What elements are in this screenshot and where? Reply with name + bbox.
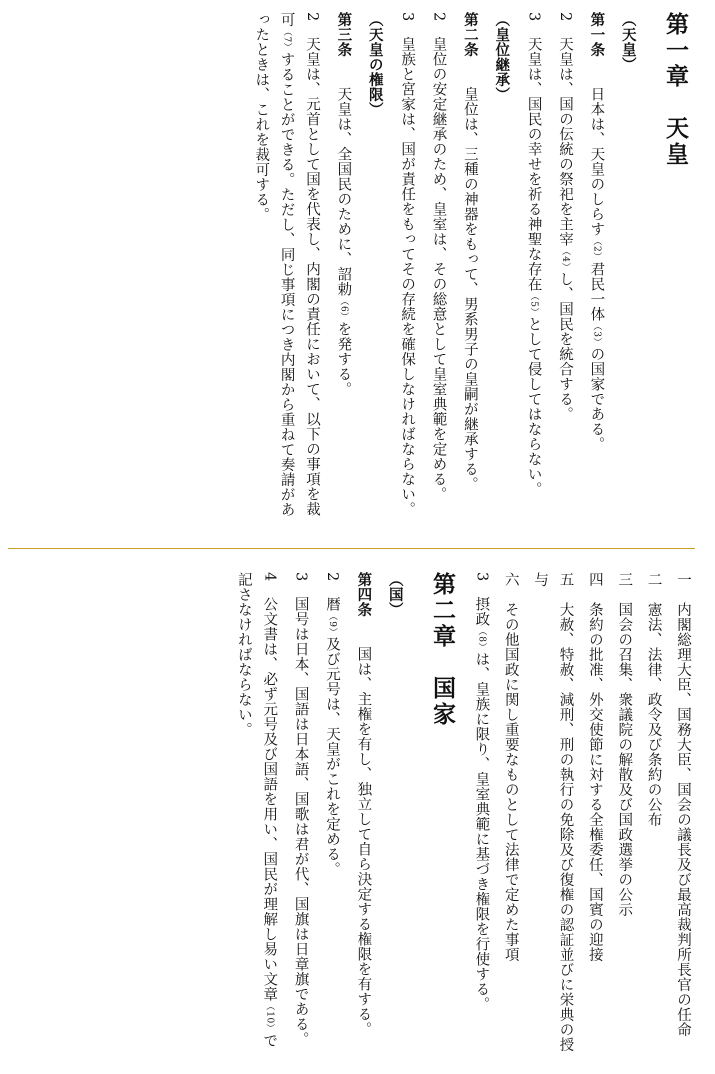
item-number: 六 xyxy=(502,572,519,587)
section-heading-kokka: （国） xyxy=(386,572,404,617)
list-item xyxy=(527,572,578,1062)
footnote-3: （3） xyxy=(591,321,602,347)
chapter-1-title: 第一章 天皇 xyxy=(662,12,689,168)
paragraph-number: 2 xyxy=(304,12,320,22)
footnote-2: （2） xyxy=(591,236,602,262)
article-2-paragraph-2 xyxy=(425,12,450,522)
paragraph-number: 2 xyxy=(430,12,447,22)
item-text: 国会の召集、衆議院の解散及び国政選挙の公示 xyxy=(616,602,633,917)
paragraph-text-a: 暦 xyxy=(324,596,340,612)
item-text: その他国政に関し重要なものとして法律で定めた事項 xyxy=(502,602,519,962)
item-number: 三 xyxy=(616,572,633,587)
item-text: 内閣総理大臣、国務大臣、国会の議長及び最高裁判所長官の任命 xyxy=(675,602,691,1037)
page-top-text xyxy=(242,12,695,522)
list-item xyxy=(497,572,522,1062)
item-text: 憲法、法律、政令及び条約の公布 xyxy=(645,602,662,827)
article-2-paragraph-3 xyxy=(394,12,419,522)
item-text: 大赦、特赦、減刑、刑の執行の免除及び復権の認証並びに栄典の授与 xyxy=(532,572,574,1052)
paragraph-number: 3 xyxy=(473,572,490,582)
article-3-paragraph-2 xyxy=(248,12,324,522)
paragraph-text-b: し、国民を統合する。 xyxy=(557,271,573,422)
article-1-text-b: 君民一体 xyxy=(588,261,605,322)
footnote-10: （10） xyxy=(264,1001,275,1034)
article-4-paragraph-3 xyxy=(287,572,312,1062)
paragraph-text-a: 摂政 xyxy=(473,596,490,627)
article-2 xyxy=(457,12,483,522)
article-4 xyxy=(350,572,376,1062)
section-heading-tenno: （天皇） xyxy=(619,12,637,72)
paragraph-text-a: 公文書は、必ず元号及び国語を用い、国民が理解し易い文章 xyxy=(261,596,278,1002)
article-1-paragraph-3 xyxy=(520,12,545,522)
article-1-label: 第一条 xyxy=(588,12,606,57)
section-heading-powers: （天皇の権限） xyxy=(366,12,384,117)
article-3 xyxy=(330,12,356,522)
item-number: 四 xyxy=(586,572,603,587)
paragraph-text: 国号は日本、国語は日本語、国歌は君が代、国旗は日章旗である。 xyxy=(292,596,309,1047)
item-number: 二 xyxy=(645,572,662,587)
footnote-5: （5） xyxy=(528,291,539,317)
item-number: 一 xyxy=(675,572,691,587)
chapter-2-title: 第二章 国家 xyxy=(429,572,456,728)
list-item xyxy=(582,572,607,1062)
paragraph-number: 4 xyxy=(261,572,278,582)
paragraph-text: 皇位の安定継承のため、皇室は、その総意として皇室典範を定める。 xyxy=(430,36,447,502)
footnote-7: （7） xyxy=(281,27,292,53)
article-4-paragraph-2 xyxy=(319,572,344,1062)
paragraph-text-a: 天皇は、元首として国を代表し、内閣の責任において、以下の事項を裁可 xyxy=(278,12,320,517)
article-1-text-c: の国家である。 xyxy=(588,346,605,452)
section-heading-succession: （皇位継承） xyxy=(493,12,511,102)
page-bottom-text xyxy=(225,572,696,1062)
paragraph-text: 皇族と宮家は、国が責任をもってその存続を確保しなければならない。 xyxy=(399,36,416,517)
list-item xyxy=(611,572,636,1062)
article-1-paragraph-2 xyxy=(552,12,577,522)
article-4-label: 第四条 xyxy=(355,572,373,617)
paragraph-text-a: 天皇は、国の伝統の祭祀を主宰 xyxy=(557,36,573,247)
paragraph-text-b: で記さなければならない。 xyxy=(235,572,278,1049)
list-item xyxy=(640,572,665,1062)
paragraph-number: 3 xyxy=(292,572,309,582)
item-text: 条約の批准、外交使節に対する全権委任、国賓の迎接 xyxy=(586,602,603,962)
article-3-paragraph-3 xyxy=(468,572,493,1062)
article-3-label: 第三条 xyxy=(335,12,353,57)
footnote-4: （4） xyxy=(560,246,570,272)
paragraph-text-b: として侵してはならない。 xyxy=(525,316,542,497)
paragraph-number: 3 xyxy=(525,12,542,22)
footnote-8: （8） xyxy=(476,626,487,652)
item-number: 五 xyxy=(557,572,574,587)
article-2-label: 第二条 xyxy=(461,12,479,57)
article-2-text: 皇位は、三種の神器をもって、男系男子の皇嗣が継承する。 xyxy=(461,86,478,492)
paragraph-text-a: 天皇は、国民の幸せを祈る神聖な存在 xyxy=(525,36,542,292)
paragraph-text-b: 及び元号は、天皇がこれを定める。 xyxy=(324,636,340,877)
footnote-9: （9） xyxy=(327,611,337,637)
footnote-6: （6） xyxy=(338,296,349,322)
article-4-text: 国は、主権を有し、独立して自ら決定する権限を有する。 xyxy=(355,646,372,1037)
paragraph-text-b: することができる。ただし、同じ事項につき内閣から重ねて奏請があったときは、これを裁可する。 xyxy=(253,12,295,518)
list-item xyxy=(670,572,695,1062)
article-1 xyxy=(583,12,609,522)
paragraph-text-b: は、皇族に限り、皇室典範に基づき権限を行使する。 xyxy=(473,651,490,1012)
paragraph-number: 2 xyxy=(324,572,340,582)
article-3-text-b: を発する。 xyxy=(335,321,352,397)
paragraph-number: 3 xyxy=(399,12,416,22)
article-1-text-a: 日本は、天皇のしらす xyxy=(588,86,605,237)
article-3-text-a: 天皇は、全国民のために、詔勅 xyxy=(335,86,352,297)
article-4-paragraph-4 xyxy=(231,572,282,1062)
page-bottom xyxy=(0,556,715,1074)
paragraph-number: 2 xyxy=(557,12,573,22)
page-divider xyxy=(8,548,695,549)
